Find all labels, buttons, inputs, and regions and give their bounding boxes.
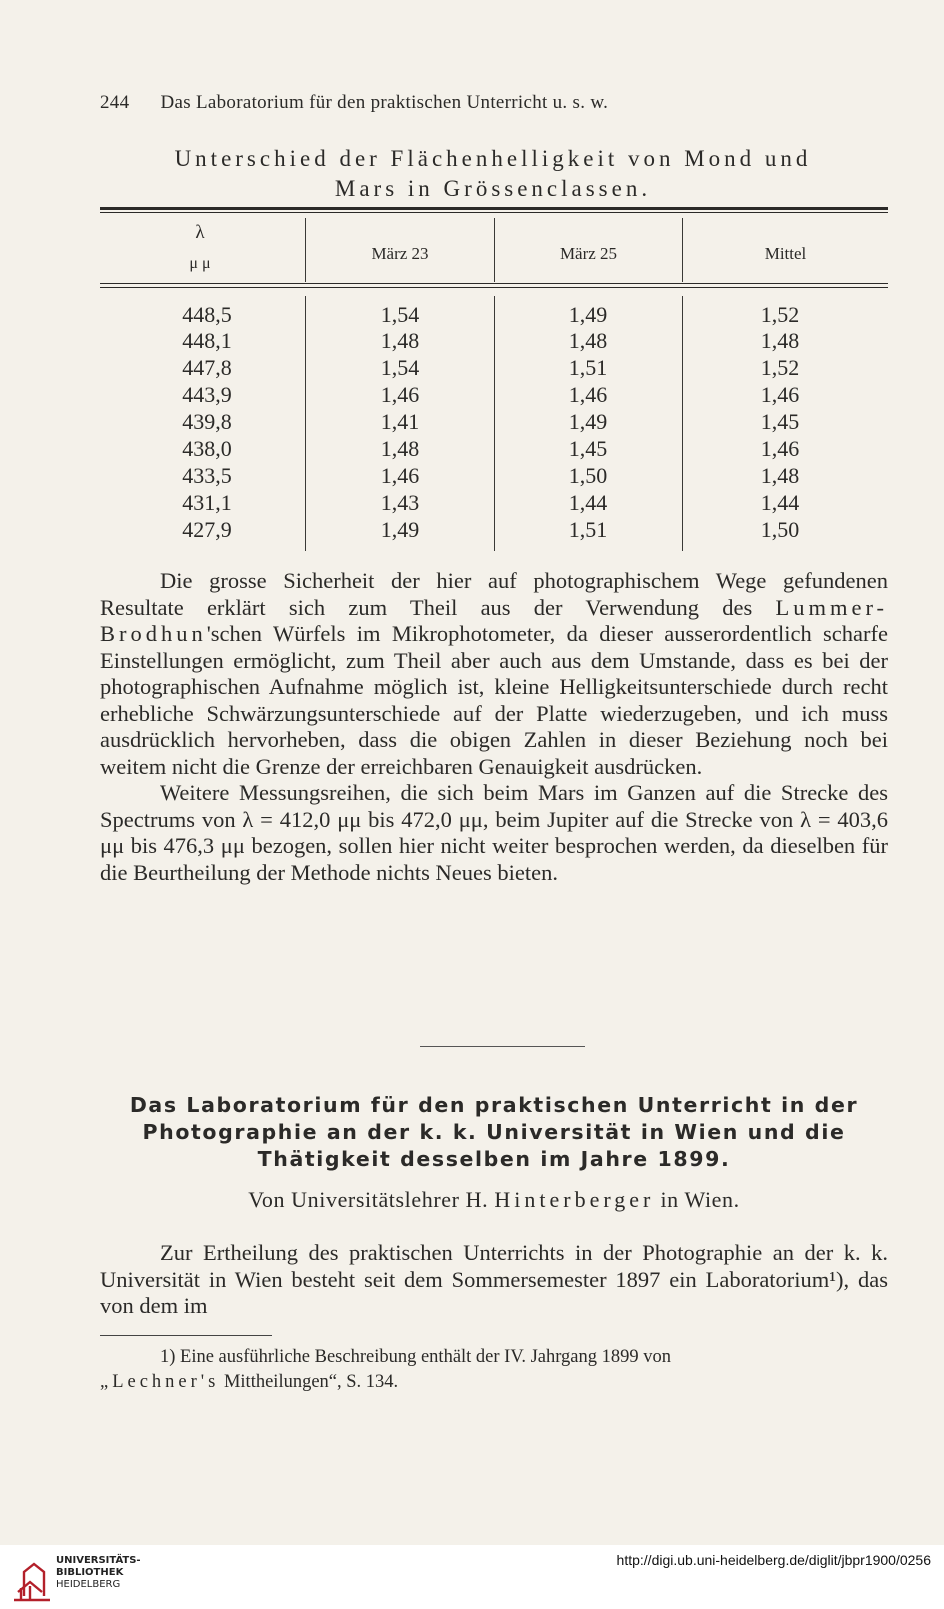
cell-mittel: 1,52 — [760, 302, 800, 327]
footnote-rule — [100, 1335, 272, 1336]
byline-text: Von Universitätslehrer H. — [248, 1187, 495, 1212]
table-title-line-2: Mars in Grössenclassen. — [334, 176, 652, 201]
table-head-rule-thin — [100, 287, 888, 288]
cell-maerz-25: 1,46 — [568, 382, 608, 407]
cell-maerz-25: 1,49 — [568, 302, 608, 327]
cell-maerz-23: 1,41 — [380, 409, 420, 434]
paragraph: Zur Ertheilung des praktischen Unterrichts in der Photographie an der k. k. Universität in Wien besteht seit dem Sommersemester 1897 ein Laboratorium¹), das von dem im — [100, 1240, 888, 1318]
article-heading-line-2: Photographie an der k. k. Universität in Wien und die — [142, 1120, 846, 1144]
cell-maerz-23: 1,48 — [380, 436, 420, 461]
running-title: Das Laboratorium für den praktischen Unterricht u. s. w. — [160, 92, 609, 113]
header-maerz-23: März 23 — [371, 244, 429, 263]
col-divider-1 — [305, 296, 306, 551]
paragraph-text: 'schen Würfels im Mikrophotometer, da dieser ausserordentlich scharfe Einstellungen ermöglicht, zum Theil aber auch aus dem Umstande, dass es bei der photographischen Aufnahme möglich ist, kleine Helligkeitsunterschiede durch recht erhebliche Schwärzungsunterschiede auf der Platte wiederzugeben, und ich muss ausdrücklich hervorheben, dass die obigen Zahlen in dieser Beziehung noch bei weitem nicht die Grenze der erreichbaren Genauigkeit ausdrücken. — [100, 621, 888, 779]
cell-maerz-23: 1,54 — [380, 302, 420, 327]
col-divider-3 — [682, 296, 683, 551]
article-heading — [100, 1092, 888, 1173]
cell-maerz-25: 1,50 — [568, 463, 608, 488]
table-top-rule-thin — [100, 212, 888, 213]
body-text — [100, 568, 888, 886]
cell-maerz-23: 1,46 — [380, 382, 420, 407]
cell-maerz-23: 1,48 — [380, 328, 420, 353]
cell-mittel: 1,44 — [760, 490, 800, 515]
paragraph-text: Die grosse Sicherheit der hier auf photographischem Wege gefundenen Resultate erklärt sich zum Theil aus der Verwendung des — [100, 568, 888, 620]
header-mittel: Mittel — [764, 244, 807, 263]
cell-mittel: 1,48 — [760, 328, 800, 353]
author-name: Hinterberger — [494, 1187, 655, 1212]
cell-lambda: 427,9 — [182, 517, 232, 542]
footnote-name: „Lechner's — [100, 1372, 220, 1392]
cell-mittel: 1,46 — [760, 382, 800, 407]
article-heading-line-3: Thätigkeit desselben im Jahre 1899. — [257, 1147, 731, 1171]
person-name: Lummer-Brodhun — [100, 594, 888, 646]
page-number: 244 — [100, 92, 130, 113]
article-byline — [100, 1187, 888, 1213]
header-lambda: λ — [195, 222, 205, 243]
running-header — [100, 92, 880, 114]
cell-maerz-23: 1,54 — [380, 355, 420, 380]
cell-lambda: 448,5 — [182, 302, 232, 327]
library-name-line: HEIDELBERG — [56, 1579, 121, 1590]
cell-maerz-25: 1,51 — [568, 355, 608, 380]
footnote-line-2 — [100, 1370, 888, 1395]
table-top-rule — [100, 207, 888, 210]
cell-lambda: 448,1 — [182, 328, 232, 353]
cell-lambda: 447,8 — [182, 355, 232, 380]
cell-mittel: 1,52 — [760, 355, 800, 380]
cell-maerz-25: 1,45 — [568, 436, 608, 461]
cell-lambda: 439,8 — [182, 409, 232, 434]
paragraph: Weitere Messungsreihen, die sich beim Mars im Ganzen auf die Strecke des Spectrums von λ = 412,0 μμ bis 472,0 μμ, beim Jupiter auf die Strecke von λ = 403,6 μμ bis 476,3 μμ bezogen, sollen hier nicht weiter besprochen werden, da dieselben für die Beurtheilung der Methode nichts Neues bieten. — [100, 780, 888, 885]
library-name — [56, 1555, 141, 1591]
footnote — [100, 1345, 888, 1395]
library-name-line: BIBLIOTHEK — [56, 1567, 124, 1578]
footnote-text: Mittheilungen“, S. 134. — [219, 1372, 399, 1392]
cell-mittel: 1,46 — [760, 436, 800, 461]
cell-mittel: 1,48 — [760, 463, 800, 488]
cell-lambda: 438,0 — [182, 436, 232, 461]
header-unit: μ μ — [189, 255, 211, 272]
source-url-link[interactable]: http://digi.ub.uni-heidelberg.de/diglit/jbpr1900/0256 — [616, 1552, 931, 1568]
paragraph — [100, 568, 888, 780]
header-maerz-25: März 25 — [559, 244, 618, 263]
cell-mittel: 1,45 — [760, 409, 800, 434]
article-heading-line-1: Das Laboratorium für den praktischen Unterricht in der — [129, 1093, 859, 1117]
cell-lambda: 431,1 — [182, 490, 232, 515]
cell-maerz-25: 1,44 — [568, 490, 608, 515]
cell-maerz-23: 1,49 — [380, 517, 420, 542]
library-name-line: UNIVERSITÄTS- — [56, 1555, 141, 1566]
section-separator — [420, 1046, 585, 1047]
table-title — [98, 144, 888, 204]
cell-maerz-25: 1,51 — [568, 517, 608, 542]
cell-maerz-25: 1,48 — [568, 328, 608, 353]
cell-mittel: 1,50 — [760, 517, 800, 542]
library-logo-icon — [10, 1552, 52, 1602]
table-title-line-1: Unterschied der Flächenhelligkeit von Mond und — [174, 146, 812, 171]
cell-maerz-23: 1,46 — [380, 463, 420, 488]
cell-lambda: 443,9 — [182, 382, 232, 407]
cell-maerz-23: 1,43 — [380, 490, 420, 515]
byline-text: in Wien. — [654, 1187, 740, 1212]
cell-maerz-25: 1,49 — [568, 409, 608, 434]
col-divider-2 — [494, 296, 495, 551]
table-head-rule — [100, 283, 888, 284]
footnote-line-1: 1) Eine ausführliche Beschreibung enthält der IV. Jahrgang 1899 von — [160, 1347, 672, 1367]
cell-lambda: 433,5 — [182, 463, 232, 488]
article-body — [100, 1240, 888, 1320]
